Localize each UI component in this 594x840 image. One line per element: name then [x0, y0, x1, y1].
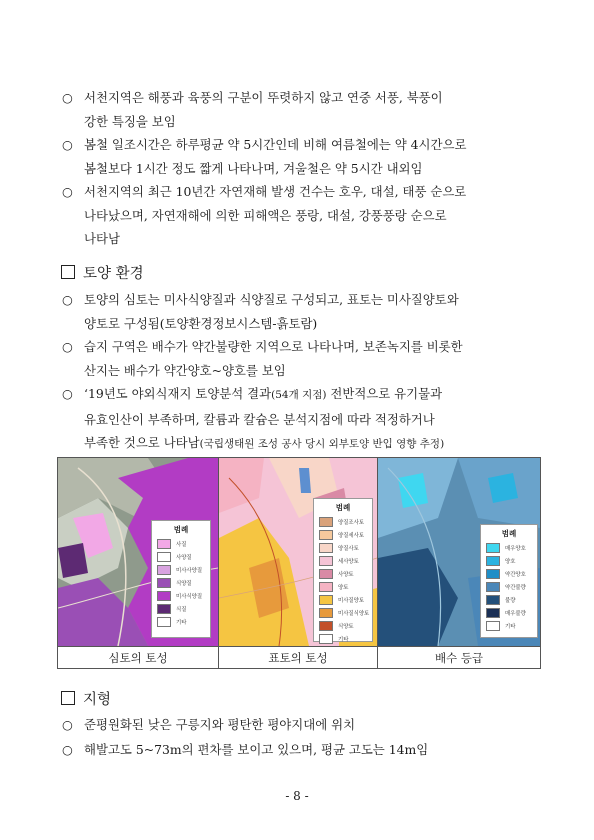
- legend-item: [157, 537, 210, 550]
- climate-item-3-line-2: 나타났으며, 자연재해에 의한 피해액은 풍랑, 대설, 강풍풍랑 순으로: [84, 207, 447, 223]
- soil-maps-figure: [57, 457, 541, 669]
- legend-item: [486, 619, 537, 632]
- legend-label: 기타: [176, 619, 187, 626]
- bullet-circle-icon: ○: [62, 292, 73, 307]
- subsoil-legend: [151, 520, 211, 638]
- legend-label: 기타: [505, 623, 516, 630]
- climate-item-1-line-2: 강한 특징을 보임: [84, 113, 176, 129]
- legend-swatch: [319, 608, 333, 618]
- soil-item-3-line-1: [62, 382, 542, 408]
- legend-label: 양토: [338, 584, 349, 591]
- soil-item-3-line-3-note: (국립생태원 조성 공사 당시 외부토양 반입 영향 추정): [199, 438, 445, 450]
- legend-label: 양질세사토: [338, 532, 365, 539]
- legend-item: [486, 567, 537, 580]
- legend-item: [486, 580, 537, 593]
- soil-heading-text: 토양 환경: [83, 266, 144, 282]
- soil-item-3-line-2: 유효인산이 부족하며, 칼륨과 칼슘은 분석지점에 따라 적정하거나: [84, 411, 435, 427]
- legend-label: 매우양호: [505, 545, 526, 552]
- legend-swatch: [486, 582, 500, 592]
- legend-item: [319, 593, 372, 606]
- legend-label: 미사질양토: [338, 597, 365, 604]
- soil-item-2: [62, 335, 542, 382]
- terrain-heading: [61, 688, 111, 709]
- legend-label: 미사질식양토: [338, 610, 370, 617]
- legend-label: 양질사토: [338, 545, 359, 552]
- legend-label: 약간양호: [505, 571, 526, 578]
- legend-item: [157, 563, 210, 576]
- bullet-circle-icon: ○: [62, 137, 73, 152]
- legend-item: [157, 576, 210, 589]
- legend-label: 사양토: [338, 571, 354, 578]
- legend-label: 매우불량: [505, 610, 526, 617]
- climate-item-1: [62, 86, 542, 133]
- legend-item: [319, 541, 372, 554]
- climate-item-2: [62, 133, 542, 180]
- topsoil-map: [219, 458, 377, 646]
- caption-subsoil: 심토의 토성: [108, 651, 168, 665]
- climate-item-2-line-2: 봄철보다 1시간 정도 짧게 나타나며, 겨울철은 약 5시간 내외임: [84, 160, 423, 176]
- legend-swatch: [157, 578, 171, 588]
- legend-item: [319, 606, 372, 619]
- legend-item: [319, 567, 372, 580]
- legend-label: 미사식양질: [176, 593, 203, 600]
- legend-item: [157, 602, 210, 615]
- legend-swatch: [157, 617, 171, 627]
- terrain-item-1: [62, 713, 542, 737]
- legend-swatch: [319, 595, 333, 605]
- legend-swatch: [157, 591, 171, 601]
- soil-item-3-line-1-note: (54개 지점): [271, 389, 327, 401]
- legend-item: [319, 515, 372, 528]
- legend-label: 식양질: [176, 580, 192, 587]
- legend-label: 미사사양질: [176, 567, 203, 574]
- drainage-legend-title: 범례: [501, 529, 517, 538]
- legend-swatch: [319, 569, 333, 579]
- legend-swatch: [157, 604, 171, 614]
- legend-item: [157, 550, 210, 563]
- legend-swatch: [319, 556, 333, 566]
- soil-item-3-line-1-main: ‘19년도 야외식재지 토양분석 결과: [84, 386, 272, 401]
- page-number: - 8 -: [285, 789, 309, 803]
- bullet-circle-icon: ○: [62, 717, 73, 732]
- legend-item: [486, 541, 537, 554]
- soil-item-3-line-1-rest: 전반적으로 유기물과: [326, 386, 443, 401]
- legend-item: [486, 593, 537, 606]
- legend-item: [486, 606, 537, 619]
- legend-swatch: [486, 543, 500, 553]
- soil-item-1-line-1: 토양의 심토는 미사식양질과 식양질로 구성되고, 표토는 미사질양토와: [84, 292, 459, 307]
- drainage-legend-items: [481, 541, 537, 632]
- terrain-heading-text: 지형: [83, 692, 112, 708]
- topsoil-legend-title: 범례: [335, 503, 351, 512]
- climate-item-2-line-1: 봄철 일조시간은 하루평균 약 5시간인데 비해 여름철에는 약 4시간으로: [84, 137, 467, 152]
- legend-swatch: [486, 621, 500, 631]
- climate-item-3: [62, 180, 542, 251]
- legend-swatch: [157, 565, 171, 575]
- soil-item-3-line-3-main: 부족한 것으로 나타남: [84, 435, 200, 450]
- subsoil-legend-title: 범례: [173, 525, 189, 534]
- checkbox-square-icon: [61, 691, 75, 705]
- bullet-circle-icon: ○: [62, 386, 73, 401]
- legend-label: 사양질: [176, 554, 192, 561]
- bullet-circle-icon: ○: [62, 742, 73, 757]
- bullet-circle-icon: ○: [62, 90, 73, 105]
- legend-swatch: [486, 595, 500, 605]
- subsoil-legend-items: [152, 537, 210, 628]
- soil-item-3: [62, 382, 542, 457]
- legend-item: [486, 554, 537, 567]
- legend-swatch: [157, 552, 171, 562]
- legend-item: [319, 632, 372, 645]
- legend-swatch: [486, 556, 500, 566]
- caption-topsoil: 표토의 토성: [268, 651, 328, 665]
- legend-item: [157, 589, 210, 602]
- legend-swatch: [319, 582, 333, 592]
- soil-item-1-line-2: 양토로 구성됨(토양환경정보시스템-흙토람): [84, 315, 318, 331]
- legend-label: 식양토: [338, 623, 354, 630]
- legend-label: 약간불량: [505, 584, 526, 591]
- legend-label: 불량: [505, 597, 516, 604]
- soil-item-3-line-3: [62, 431, 542, 457]
- caption-drainage: 배수 등급: [434, 651, 484, 665]
- legend-swatch: [319, 634, 333, 644]
- legend-swatch: [319, 530, 333, 540]
- legend-swatch: [486, 569, 500, 579]
- legend-label: 사질: [176, 541, 187, 548]
- climate-item-3-line-3: 나타남: [84, 231, 120, 246]
- bullet-circle-icon: ○: [62, 184, 73, 199]
- legend-label: 세사양토: [338, 558, 359, 565]
- legend-item: [157, 615, 210, 628]
- legend-item: [319, 554, 372, 567]
- terrain-item-2: [62, 738, 542, 762]
- drainage-map: [378, 458, 540, 646]
- legend-item: [319, 528, 372, 541]
- topsoil-legend-items: [314, 515, 372, 645]
- soil-item-1: [62, 288, 542, 335]
- bullet-circle-icon: ○: [62, 339, 73, 354]
- legend-swatch: [157, 539, 171, 549]
- terrain-item-2-text: 해발고도 5~73m의 편차를 보이고 있으며, 평균 고도는 14m임: [84, 742, 429, 757]
- legend-swatch: [319, 543, 333, 553]
- subsoil-map: [58, 458, 218, 646]
- soil-item-2-line-2: 산지는 배수가 약간양호~양호를 보임: [84, 362, 286, 378]
- soil-item-2-line-1: 습지 구역은 배수가 약간불량한 지역으로 나타나며, 보존녹지를 비롯한: [84, 339, 463, 354]
- drainage-legend: [480, 524, 538, 638]
- map-captions: [58, 646, 540, 669]
- legend-item: [319, 580, 372, 593]
- topsoil-legend: [313, 498, 373, 642]
- terrain-item-1-text: 준평원화된 낮은 구릉지와 평탄한 평야지대에 위치: [84, 717, 356, 732]
- legend-swatch: [319, 517, 333, 527]
- legend-label: 양질조사토: [338, 519, 365, 526]
- climate-item-1-line-1: 서천지역은 해풍과 육풍의 구분이 뚜렷하지 않고 연중 서풍, 북풍이: [84, 90, 443, 105]
- legend-label: 식질: [176, 606, 187, 613]
- legend-item: [319, 619, 372, 632]
- legend-swatch: [486, 608, 500, 618]
- climate-item-3-line-1: 서천지역의 최근 10년간 자연재해 발생 건수는 호우, 대설, 태풍 순으로: [84, 184, 467, 199]
- legend-swatch: [319, 621, 333, 631]
- legend-label: 기타: [338, 636, 349, 643]
- legend-label: 양호: [505, 558, 516, 565]
- soil-heading: [61, 262, 144, 283]
- checkbox-square-icon: [61, 265, 75, 279]
